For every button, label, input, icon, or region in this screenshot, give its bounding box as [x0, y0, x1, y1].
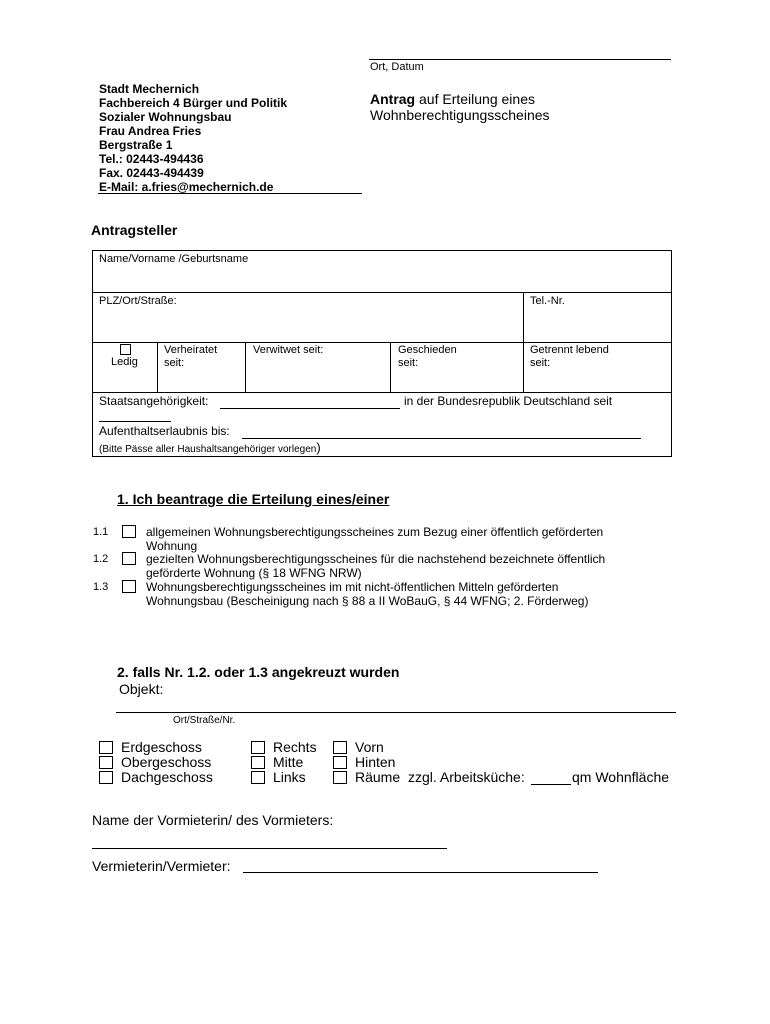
objekt-input-line[interactable] — [116, 712, 676, 713]
ort-datum-line[interactable] — [369, 59, 671, 60]
bitte-close: ) — [316, 440, 321, 455]
raeume-checkbox[interactable] — [333, 771, 347, 784]
option-number: 1.1 — [93, 526, 109, 538]
address-line: Frau Andrea Fries — [99, 124, 202, 138]
vermieter-input-line[interactable] — [243, 872, 598, 873]
geschieden-label — [398, 344, 457, 370]
title-rest: auf Erteilung eines — [415, 91, 535, 107]
ledig-checkbox[interactable] — [120, 344, 131, 355]
option-line: Wohnungsberechtigungsscheines im mit nicht-öffentlichen Mitteln geförderten — [146, 580, 559, 594]
aufenthalt-label: Aufenthaltserlaubnis bis: — [99, 424, 230, 438]
option-line: geförderte Wohnung (§ 18 WFNG NRW) — [146, 566, 362, 580]
divider — [157, 342, 158, 392]
section1-heading: 1. Ich beantrage die Erteilung eines/einer — [117, 491, 390, 507]
vermieter-label: Vermieterin/Vermieter: — [92, 858, 231, 874]
address-line: Sozialer Wohnungsbau — [99, 110, 232, 124]
ledig-label: Ledig — [111, 356, 138, 368]
qm-label: qm Wohnfläche — [572, 769, 670, 785]
getrennt-text: Getrennt lebend — [530, 344, 609, 356]
rechts-checkbox[interactable] — [251, 741, 265, 754]
option-line: Wohnung — [146, 539, 198, 553]
name-field[interactable] — [93, 267, 671, 292]
verheiratet-text: Verheiratet — [164, 344, 218, 356]
address-line: E-Mail: a.fries@mechernich.de — [99, 180, 274, 194]
obergeschoss-checkbox[interactable] — [99, 756, 113, 769]
divider — [93, 292, 671, 293]
option-1-2-text — [146, 552, 605, 580]
tel-field-label: Tel.-Nr. — [530, 295, 565, 307]
verheiratet-label — [164, 344, 217, 370]
option-1-1-checkbox[interactable] — [122, 525, 136, 538]
staats-rest-label: in der Bundesrepublik Deutschland seit — [404, 394, 613, 408]
staats-input-line[interactable] — [220, 408, 400, 409]
geschieden-seit: seit: — [398, 357, 419, 369]
bitte-text: (Bitte Pässe aller Haushaltsangehöriger vorlegen — [99, 444, 317, 455]
option-line: Wohnungsbau (Bescheinigung nach § 88 a II WoBauG, § 44 WFNG; 2. Förderweg) — [146, 594, 589, 608]
ort-datum-label: Ort, Datum — [370, 61, 424, 73]
vorn-label: Vorn — [355, 739, 384, 755]
divider — [523, 342, 524, 392]
address-line: Fachbereich 4 Bürger und Politik — [99, 96, 288, 110]
title-line2: Wohnberechtigungsscheines — [370, 107, 550, 123]
wohnflaeche-input-line[interactable] — [531, 784, 571, 785]
address-line: Tel.: 02443-494436 — [99, 152, 204, 166]
authority-address — [99, 82, 287, 194]
document-title — [370, 91, 550, 123]
address-line: Fax. 02443-494439 — [99, 166, 204, 180]
erdgeschoss-checkbox[interactable] — [99, 741, 113, 754]
address-underline — [98, 193, 362, 194]
divider — [245, 342, 246, 392]
bitte-note — [99, 440, 321, 455]
divider — [93, 392, 671, 393]
mitte-label: Mitte — [273, 754, 304, 770]
divider — [93, 342, 671, 343]
getrennt-label — [530, 344, 609, 370]
address-line: Bergstraße 1 — [99, 138, 173, 152]
staats-label: Staatsangehörigkeit: — [99, 394, 209, 408]
rechts-label: Rechts — [273, 739, 317, 755]
links-label: Links — [273, 769, 306, 785]
hinten-label: Hinten — [355, 754, 396, 770]
verwitwet-label: Verwitwet seit: — [253, 344, 324, 356]
seit-input-line[interactable] — [99, 421, 171, 422]
dachgeschoss-checkbox[interactable] — [99, 771, 113, 784]
option-line: allgemeinen Wohnungsberechtigungsscheines zum Bezug einer öffentlich geförderten — [146, 525, 604, 539]
option-number: 1.3 — [93, 581, 109, 593]
option-1-1-text — [146, 525, 603, 553]
option-1-3-checkbox[interactable] — [122, 580, 136, 593]
address-line: Stadt Mechernich — [99, 82, 200, 96]
getrennt-seit: seit: — [530, 357, 551, 369]
hinten-checkbox[interactable] — [333, 756, 347, 769]
section-antragsteller-heading: Antragsteller — [91, 222, 178, 238]
mitte-checkbox[interactable] — [251, 756, 265, 769]
aufenthalt-input-line[interactable] — [242, 438, 641, 439]
zzgl-label: zzgl. Arbeitsküche: — [408, 769, 525, 785]
obergeschoss-label: Obergeschoss — [121, 754, 212, 770]
plz-field-label: PLZ/Ort/Straße: — [99, 295, 177, 307]
plz-ort-field[interactable] — [93, 309, 523, 341]
option-line: gezielten Wohnungsberechtigungsscheines für die nachstehend bezeichnete öffentlich — [146, 552, 606, 566]
divider — [390, 342, 391, 392]
verheiratet-seit: seit: — [164, 357, 185, 369]
vorn-checkbox[interactable] — [333, 741, 347, 754]
option-number: 1.2 — [93, 553, 109, 565]
section2-heading: 2. falls Nr. 1.2. oder 1.3 angekreuzt wurden — [117, 664, 400, 680]
name-field-label: Name/Vorname /Geburtsname — [99, 253, 249, 265]
tel-field[interactable] — [524, 309, 671, 341]
title-bold: Antrag — [370, 91, 416, 107]
option-1-3-text — [146, 580, 588, 608]
antragsteller-table — [92, 250, 672, 457]
erdgeschoss-label: Erdgeschoss — [121, 739, 202, 755]
vormieter-label: Name der Vormieterin/ des Vormieters: — [92, 812, 334, 828]
ort-strasse-label: Ort/Straße/Nr. — [173, 715, 236, 726]
raeume-label: Räume — [355, 769, 401, 785]
dachgeschoss-label: Dachgeschoss — [121, 769, 213, 785]
links-checkbox[interactable] — [251, 771, 265, 784]
geschieden-text: Geschieden — [398, 344, 457, 356]
objekt-label: Objekt: — [119, 681, 164, 697]
option-1-2-checkbox[interactable] — [122, 552, 136, 565]
vormieter-input-line[interactable] — [92, 848, 447, 849]
